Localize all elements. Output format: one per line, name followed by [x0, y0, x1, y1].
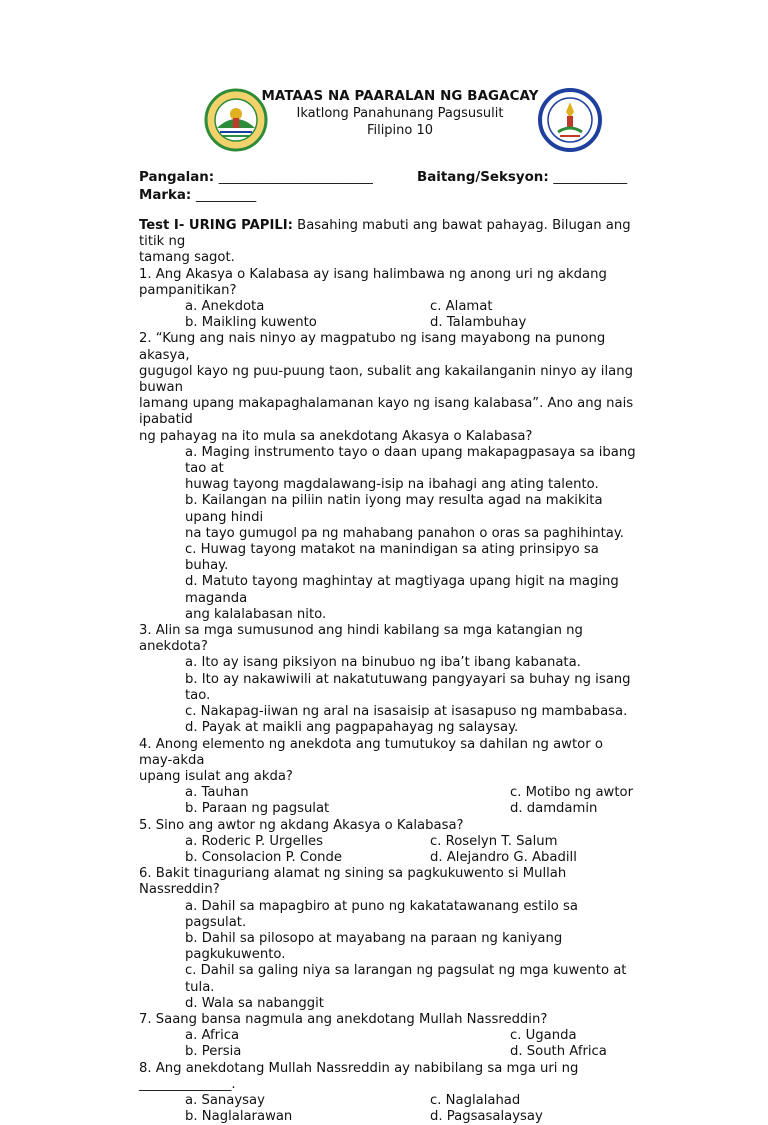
question-text: ng pahayag na ito mula sa anekdotang Akasya o Kalabasa?: [139, 428, 533, 444]
question-text: 2. “Kung ang nais ninyo ay magpatubo ng isang mayabong na punong akasya,: [139, 331, 606, 363]
score-label: Marka:: [139, 188, 192, 203]
question-item: [139, 866, 639, 1012]
question-item: [139, 1061, 639, 1125]
answer-choice[interactable]: [139, 704, 639, 720]
score-field[interactable]: [139, 187, 659, 205]
answer-choice-line: a. Dahil sa mapagbiro at puno ng kakatatawanang estilo sa pagsulat.: [185, 898, 579, 930]
answer-choice-line: huwag tayong magdalawang-isip na ibahagi ang ating talento.: [185, 477, 599, 493]
answer-choice[interactable]: d. damdamin: [510, 801, 598, 817]
student-fields: [139, 169, 659, 205]
option-row: [139, 1109, 639, 1125]
answer-choice[interactable]: d. Alejandro G. Abadill: [430, 849, 577, 865]
answer-choice-line: c. Huwag tayong matakot na manindigan sa ating prinsipyo sa buhay.: [185, 542, 599, 574]
answer-choice[interactable]: [139, 672, 639, 704]
answer-choice[interactable]: c. Alamat: [430, 299, 493, 315]
answer-choice-line: c. Dahil sa galing niya sa larangan ng pagsulat ng mga kuwento at tula.: [185, 963, 627, 995]
question-text: 7. Saang bansa nagmula ang anekdotang Mullah Nassreddin?: [139, 1011, 548, 1027]
answer-choice[interactable]: [139, 493, 639, 542]
question-list: [139, 267, 639, 1125]
answer-choice-line: b. Dahil sa pilosopo at mayabang na paraan ng kaniyang pagkukuwento.: [185, 930, 563, 963]
option-row: [139, 315, 639, 331]
answer-choice[interactable]: a. Anekdota: [185, 299, 265, 315]
answer-choice[interactable]: b. Consolacion P. Conde: [185, 849, 343, 865]
section-blank: ___________: [553, 170, 628, 185]
answer-choice[interactable]: a. Roderic P. Urgelles: [185, 833, 324, 849]
option-row: [139, 785, 639, 801]
name-section-row: [139, 169, 659, 187]
question-text: 3. Alin sa mga sumusunod ang hindi kabilang sa mga katangian ng anekdota?: [139, 623, 583, 655]
answer-choice[interactable]: c. Naglalahad: [430, 1092, 521, 1108]
answer-choice-line: a. Maging instrumento tayo o daan upang makapagpasaya sa ibang tao at: [185, 444, 636, 477]
answer-choice-line: d. Matuto tayong maghintay at magtiyaga upang higit na maging maganda: [185, 574, 619, 606]
name-blank: _______________________: [218, 170, 373, 185]
answer-choice-line: c. Nakapag-iiwan ng aral na isasaisip at isasapuso ng mambabasa.: [185, 704, 628, 720]
question-text: pampanitikan?: [139, 282, 237, 298]
school-name: MATAAS NA PAARALAN NG BAGACAY: [261, 89, 539, 104]
answer-choice[interactable]: c. Uganda: [510, 1028, 577, 1044]
score-blank: _________: [195, 188, 257, 203]
answer-choice[interactable]: [139, 542, 639, 574]
option-row: [139, 1093, 639, 1109]
answer-choice[interactable]: a. Sanaysay: [185, 1092, 265, 1108]
answer-choice[interactable]: a. Tauhan: [185, 785, 249, 801]
answer-choice[interactable]: [139, 655, 639, 671]
question-text: 6. Bakit tinaguriang alamat ng sining sa pagkukuwento si Mullah Nassreddin?: [139, 866, 567, 898]
question-item: [139, 331, 639, 623]
subject-title: Filipino 10: [366, 123, 434, 138]
answer-choice[interactable]: b. Persia: [185, 1044, 242, 1060]
test-body: [139, 218, 639, 1125]
answer-choice[interactable]: [139, 931, 639, 963]
answer-choice[interactable]: a. Africa: [185, 1028, 240, 1044]
answer-choice-line: b. Ito ay nakawiwili at nakatutuwang pangyayari sa buhay ng isang tao.: [185, 671, 631, 703]
answer-choice[interactable]: [139, 963, 639, 995]
name-field[interactable]: [139, 169, 417, 187]
option-row: [139, 1028, 639, 1044]
question-text: 8. Ang anekdotang Mullah Nassreddin ay nabibilang sa mga uri ng ______________.: [139, 1060, 579, 1092]
answer-choice[interactable]: [139, 445, 639, 494]
question-text: 1. Ang Akasya o Kalabasa ay isang halimbawa ng anong uri ng akdang: [139, 266, 607, 282]
answer-choice-line: d. Payak at maikli ang pagpapahayag ng salaysay.: [185, 720, 519, 736]
answer-choice[interactable]: [139, 899, 639, 931]
question-text: 5. Sino ang awtor ng akdang Akasya o Kalabasa?: [139, 817, 464, 833]
option-row: [139, 299, 639, 315]
instructions-line-1: Basahing mabuti ang bawat pahayag. Bilugan ang titik ng: [139, 218, 631, 250]
option-row: [139, 834, 639, 850]
answer-choice[interactable]: [139, 720, 639, 736]
header-text: [260, 88, 540, 139]
option-row: [139, 801, 639, 817]
question-item: [139, 623, 639, 736]
question-item: [139, 267, 639, 332]
question-text: upang isulat ang akda?: [139, 768, 293, 784]
school-seal-icon: [538, 88, 602, 152]
answer-choice-line: d. Wala sa nabanggit: [185, 995, 324, 1011]
section-field[interactable]: [417, 169, 627, 187]
exam-header: [200, 84, 600, 156]
option-row: [139, 1044, 639, 1060]
name-label: Pangalan:: [139, 170, 215, 185]
division-seal-icon: [204, 88, 268, 152]
instructions: [139, 218, 639, 267]
answer-choice-line: a. Ito ay isang piksiyon na binubuo ng iba’t ibang kabanata.: [185, 655, 581, 671]
question-text: 4. Anong elemento ng anekdota ang tumutukoy sa dahilan ng awtor o may-akda: [139, 736, 603, 768]
answer-choice[interactable]: [139, 996, 639, 1012]
exam-title: Ikatlong Panahunang Pagsusulit: [296, 106, 504, 121]
question-text: gugugol kayo ng puu-puung taon, subalit ang kakailanganin ninyo ay ilang buwan: [139, 363, 633, 396]
question-item: [139, 818, 639, 867]
answer-choice[interactable]: b. Paraan ng pagsulat: [185, 801, 330, 817]
answer-choice[interactable]: d. Pagsasalaysay: [430, 1109, 543, 1125]
answer-choice[interactable]: b. Naglalarawan: [185, 1109, 293, 1125]
answer-choice[interactable]: d. Talambuhay: [430, 315, 527, 331]
question-item: [139, 1012, 639, 1061]
answer-choice[interactable]: [139, 574, 639, 623]
question-item: [139, 737, 639, 818]
answer-choice-line: ang kalalabasan nito.: [185, 606, 327, 622]
answer-choice[interactable]: c. Motibo ng awtor: [510, 785, 633, 801]
answer-choice[interactable]: c. Roselyn T. Salum: [430, 833, 558, 849]
section-label: Baitang/Seksyon:: [417, 170, 549, 185]
answer-choice[interactable]: d. South Africa: [510, 1044, 607, 1060]
answer-choice-line: b. Kailangan na piliin natin iyong may resulta agad na makikita upang hindi: [185, 493, 603, 525]
question-text: lamang upang makapaghalamanan kayo ng isang kalabasa”. Ano ang nais ipabatid: [139, 396, 634, 428]
option-row: [139, 850, 639, 866]
test-heading: Test I- URING PAPILI:: [139, 218, 293, 233]
answer-choice[interactable]: b. Maikling kuwento: [185, 315, 317, 331]
instructions-line-2: tamang sagot.: [139, 250, 235, 266]
answer-choice-line: na tayo gumugol pa ng mahabang panahon o oras sa paghihintay.: [185, 525, 624, 541]
